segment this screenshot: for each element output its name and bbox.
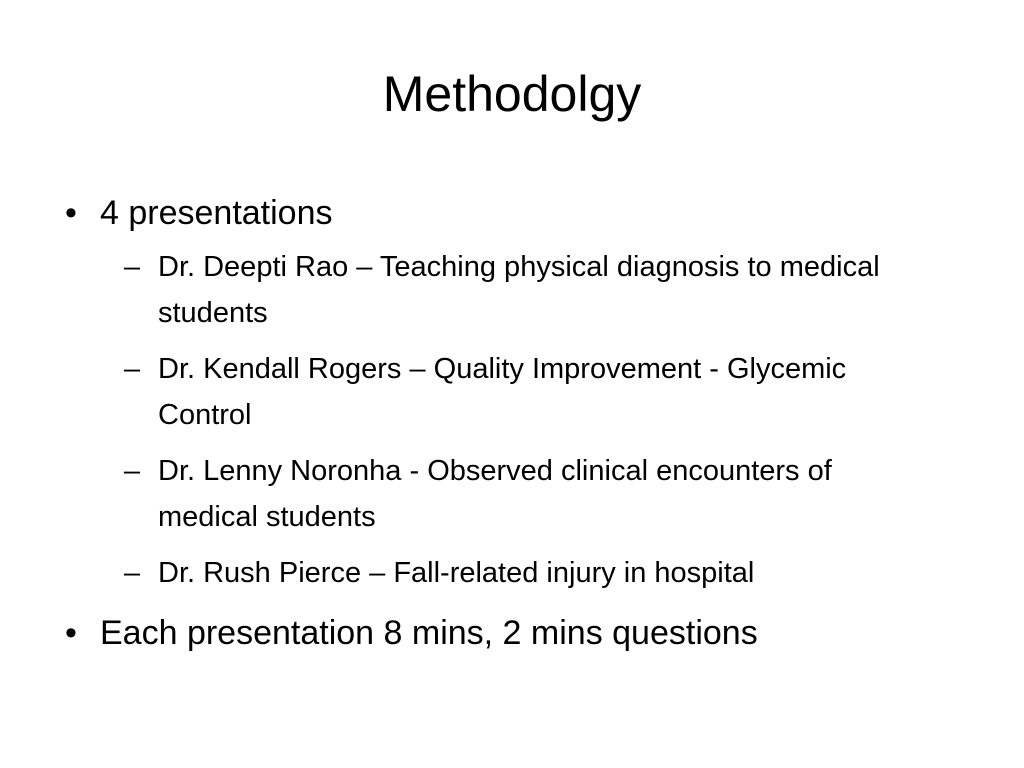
bullet-list [56, 188, 956, 658]
slide-title: Methodolgy [382, 66, 642, 122]
bullet-item-timing [56, 608, 956, 658]
sub-item-text: Dr. Kendall Rogers – Quality Improvement - Glycemic Control [158, 353, 847, 431]
sub-item-pierce [114, 550, 938, 596]
sub-item-text: Dr. Rush Pierce – Fall-related injury in hospital [158, 557, 755, 589]
sub-item-rao [114, 244, 938, 336]
sub-item-text: Dr. Lenny Noronha - Observed clinical encounters of medical students [158, 455, 832, 533]
bullet-marker: • [65, 614, 77, 652]
dash-marker: – [123, 251, 141, 283]
sub-item-rogers [114, 346, 938, 438]
bullet-item-presentations [56, 188, 956, 596]
sub-item-noronha [114, 448, 938, 540]
dash-marker: – [123, 557, 141, 589]
dash-marker: – [123, 455, 141, 487]
dash-marker: – [123, 353, 141, 385]
bullet-text: Each presentation 8 mins, 2 mins questions [100, 614, 758, 652]
bullet-text: 4 presentations [100, 194, 333, 232]
sub-item-text: Dr. Deepti Rao – Teaching physical diagnosis to medical students [158, 251, 880, 329]
bullet-marker: • [65, 194, 77, 232]
sub-bullet-list [100, 244, 956, 596]
